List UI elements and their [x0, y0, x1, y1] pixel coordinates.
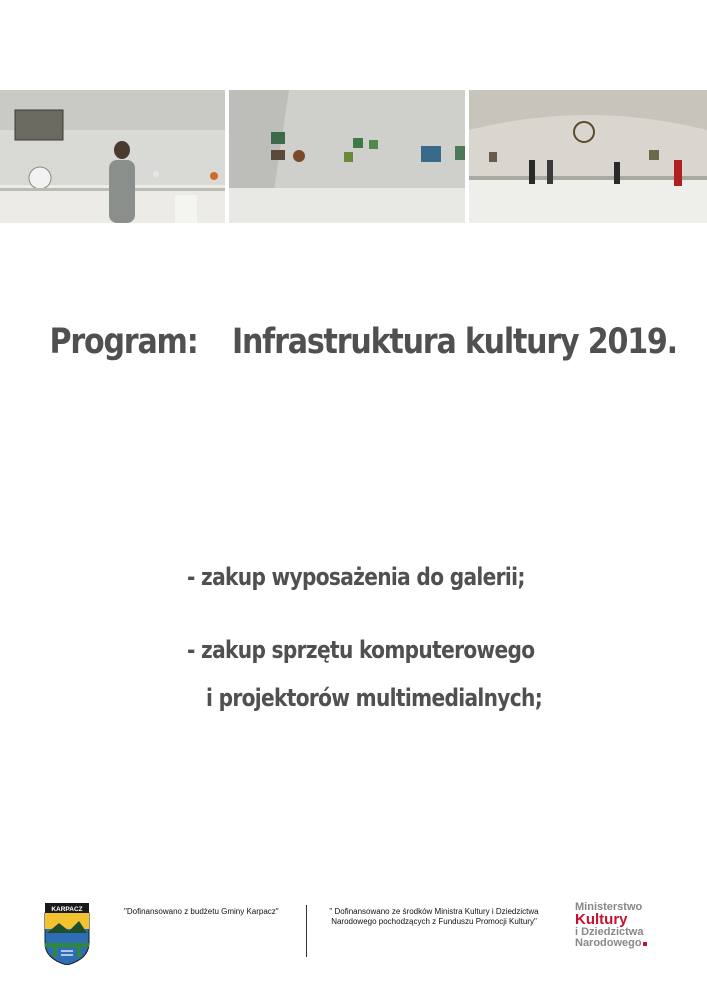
credit-ministry-line2: Narodowego pochodzących z Funduszu Promocji Kultury" — [331, 917, 537, 926]
ministry-logo-line3: i Dziedzictwa — [575, 926, 644, 938]
title-program-name: Infrastruktura kultury 2019. — [231, 322, 677, 362]
title-program-label: Program: — [49, 322, 198, 362]
page-title — [49, 322, 677, 362]
list-item: - zakup wyposażenia do galerii; — [187, 563, 525, 591]
credit-gmina: "Dofinansowano z budżetu Gminy Karpacz" — [124, 907, 279, 916]
ministry-logo-line4-text: Narodowego — [575, 937, 642, 949]
gallery-photo-hall — [469, 90, 707, 223]
karpacz-coat-of-arms — [43, 903, 91, 965]
credit-ministry-line1: " Dofinansowano ze środków Ministra Kultury i Dziedzictwa — [329, 907, 539, 916]
credit-ministry — [314, 907, 554, 927]
ministry-logo-line4 — [575, 938, 647, 949]
logo-text: KARPACZ — [51, 906, 83, 913]
list-item: - zakup sprzętu komputerowego — [187, 636, 535, 664]
ministry-logo-line1: Ministerstwo — [575, 901, 643, 913]
gallery-photo-paintings — [229, 90, 465, 223]
ministry-logo-dot — [643, 942, 647, 946]
ministry-logo-line2: Kultury — [575, 911, 628, 928]
footer-divider — [306, 905, 307, 957]
gallery-photo-visitor — [0, 90, 225, 223]
list-item: i projektorów multimedialnych; — [206, 684, 543, 712]
ministry-logo — [575, 902, 647, 949]
